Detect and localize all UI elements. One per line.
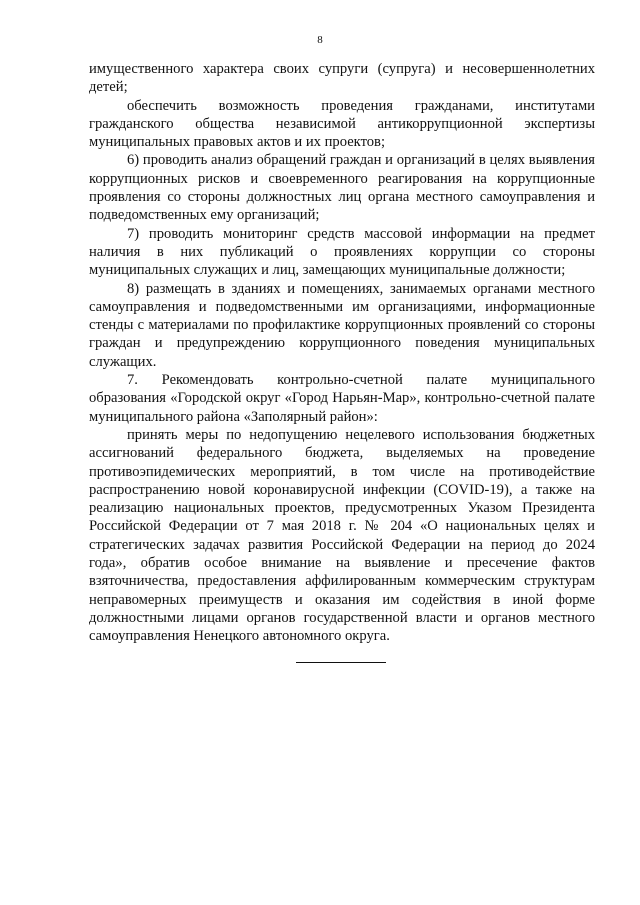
paragraph-expertise: обеспечить возможность проведения гражданами, институтами гражданского общества независимой антикоррупционной экспертизы муниципальных правовых актов и их проектов; <box>89 97 595 151</box>
document-body <box>89 60 595 646</box>
paragraph-continuation: имущественного характера своих супруги (супруга) и несовершеннолетних детей; <box>89 61 595 96</box>
end-separator-line <box>296 662 386 663</box>
paragraph-section-7: 7. Рекомендовать контрольно-счетной палате муниципального образования «Городской округ «Город Нарьян-Мар», контрольно-счетной палате муниципального района «Заполярный район»: <box>89 372 595 425</box>
paragraph-item-6: 6) проводить анализ обращений граждан и организаций в целях выявления коррупционных рисков и своевременного реагирования на коррупционные проявления со стороны должностных лиц органа местного самоуправления и подведомственных ему организаций; <box>89 152 595 224</box>
paragraph-measures: принять меры по недопущению нецелевого использования бюджетных ассигнований федерального бюджета, выделяемых на проведение противоэпидемических мероприятий, в том числе на противодействие распространению новой коронавирусной инфекции (COVID-19), а также на реализацию национальных проектов, предусмотренных Указом Президента Российской Федерации от 7 мая 2018 г. № 204 «О национальных целях и стратегических задачах развития Российской Федерации на период до 2024 года», обратив особое внимание на выявление и пресечение фактов взяточничества, предоставления аффилированным коммерческим структурам неправомерных преимуществ и оказания им содействия в иной форме должностными лицами органов государственной власти и органов местного самоуправления Ненецкого автономного округа. <box>89 426 595 645</box>
page-number: 8 <box>317 34 323 46</box>
paragraph-item-7: 7) проводить мониторинг средств массовой информации на предмет наличия в них публикаций о проявлениях коррупции со стороны муниципальных служащих и лиц, замещающих муниципальные должности; <box>89 225 595 279</box>
paragraph-item-8: 8) размещать в зданиях и помещениях, занимаемых органами местного самоуправления и подведомственными им организациями, информационные стенды с материалами по профилактике коррупционных проявлений со стороны граждан и предупреждению коррупционного поведения муниципальных служащих. <box>89 280 595 370</box>
